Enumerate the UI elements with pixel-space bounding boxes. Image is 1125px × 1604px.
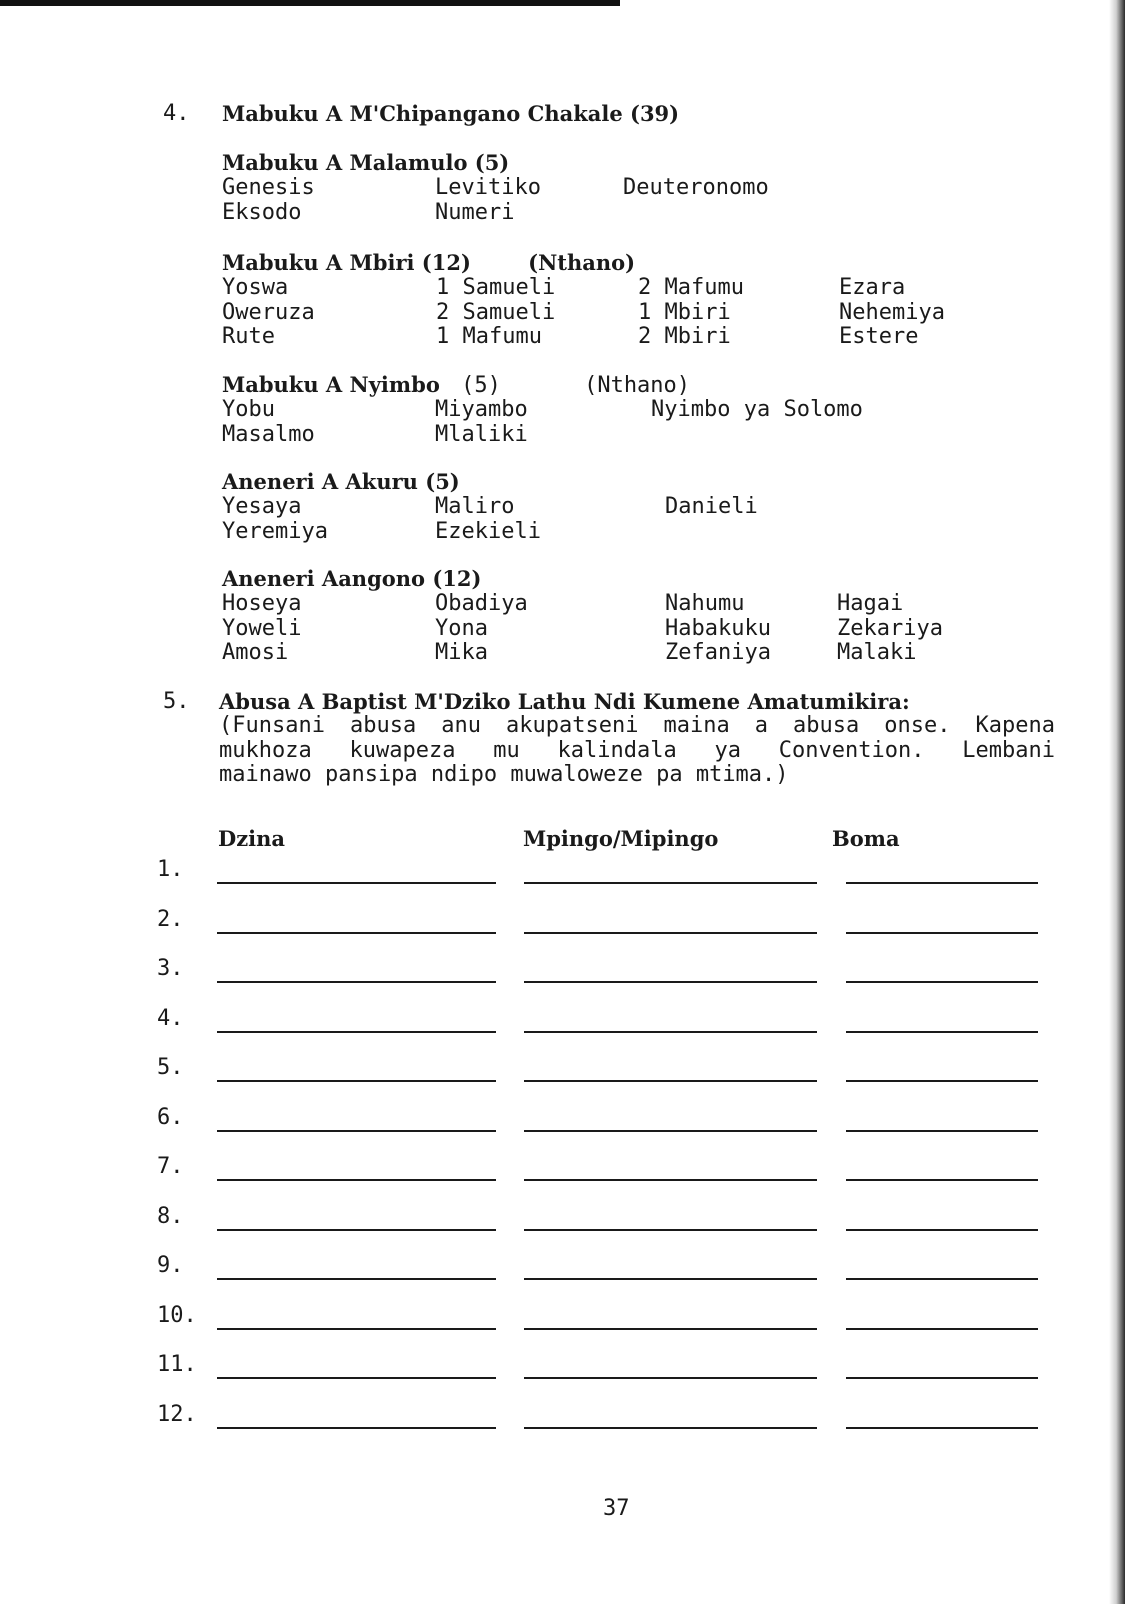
book: Malaki	[837, 640, 917, 665]
book: 1 Mafumu	[436, 324, 542, 349]
column-heading-dzina: Dzina	[218, 826, 285, 851]
page-number: 37	[603, 1496, 630, 1521]
group-aangono-heading: Aneneri Aangono (12)	[222, 566, 482, 591]
mpingo-blank-line[interactable]	[524, 932, 817, 934]
mpingo-blank-line[interactable]	[524, 1130, 817, 1132]
mpingo-blank-line[interactable]	[524, 1377, 817, 1379]
boma-blank-line[interactable]	[846, 882, 1038, 884]
book: Numeri	[435, 199, 515, 225]
mpingo-blank-line[interactable]	[524, 1427, 817, 1429]
dzina-blank-line[interactable]	[217, 1080, 496, 1082]
section-5-title: Abusa A Baptist M'Dziko Lathu Ndi Kumene Amatumikira:	[219, 689, 910, 714]
book: 2 Mbiri	[638, 324, 731, 349]
paragraph-line: mainawo pansipa ndipo muwaloweze pa mtima.)	[219, 762, 789, 787]
row-number: 11.	[157, 1352, 197, 1377]
group-mbiri-note: (Nthano)	[528, 250, 636, 275]
row-number: 3.	[157, 956, 184, 981]
group-aangono-list	[222, 592, 977, 666]
book: Rute	[222, 324, 275, 349]
book: Eksodo	[222, 199, 302, 225]
book: Yobu	[222, 397, 275, 422]
book: Nahumu	[665, 591, 745, 616]
group-akuru-heading: Aneneri A Akuru (5)	[222, 469, 460, 494]
book: Ezara	[839, 275, 906, 300]
group-nyimbo-count: (5)	[461, 373, 501, 398]
book: Maliro	[435, 494, 515, 519]
group-mbiri-heading: Mabuku A Mbiri (12)	[222, 250, 471, 275]
book	[651, 423, 911, 448]
row-number: 5.	[157, 1055, 184, 1080]
row-number: 1.	[157, 857, 184, 882]
book: Yoswa	[222, 275, 289, 300]
dzina-blank-line[interactable]	[217, 882, 496, 884]
book: Danieli	[665, 494, 758, 519]
mpingo-blank-line[interactable]	[524, 1229, 817, 1231]
scan-top-border	[0, 0, 620, 6]
book: Yoweli	[222, 615, 302, 641]
dzina-blank-line[interactable]	[217, 1179, 496, 1181]
dzina-blank-line[interactable]	[217, 1427, 496, 1429]
row-number: 9.	[157, 1253, 184, 1278]
section-5-paragraph	[219, 714, 1055, 788]
paragraph-line: (Funsani abusa anu akupatseni maina a abusa onse. Kapena	[219, 713, 1055, 738]
dzina-blank-line[interactable]	[217, 1130, 496, 1132]
book: Mlaliki	[435, 421, 528, 447]
book: Miyambo	[435, 397, 528, 422]
row-number: 4.	[157, 1005, 184, 1031]
book: Zekariya	[837, 615, 943, 641]
row-number: 8.	[157, 1203, 184, 1229]
paragraph-line: mukhoza kuwapeza mu kalindala ya Convention. Lembani	[219, 737, 1055, 763]
book: Mika	[435, 640, 488, 665]
book: Obadiya	[435, 591, 528, 616]
book: Nehemiya	[839, 299, 945, 325]
boma-blank-line[interactable]	[846, 1031, 1038, 1033]
book: Hoseya	[222, 591, 302, 616]
group-nyimbo-list	[222, 398, 911, 447]
row-number: 12.	[157, 1401, 197, 1427]
mpingo-blank-line[interactable]	[524, 1278, 817, 1280]
dzina-blank-line[interactable]	[217, 1377, 496, 1379]
boma-blank-line[interactable]	[846, 981, 1038, 983]
group-akuru-list	[222, 495, 925, 544]
row-number: 6.	[157, 1104, 184, 1130]
book: Genesis	[222, 175, 315, 200]
book: Habakuku	[665, 615, 771, 641]
boma-blank-line[interactable]	[846, 1179, 1038, 1181]
book: 1 Mbiri	[638, 299, 731, 325]
book: Nyimbo ya Solomo	[651, 397, 863, 422]
dzina-blank-line[interactable]	[217, 981, 496, 983]
section-4-title: Mabuku A M'Chipangano Chakale (39)	[222, 101, 680, 126]
book: Oweruza	[222, 299, 315, 325]
dzina-blank-line[interactable]	[217, 1278, 496, 1280]
book: Yeremiya	[222, 518, 328, 544]
row-number: 7.	[157, 1154, 184, 1179]
boma-blank-line[interactable]	[846, 1328, 1038, 1330]
scan-right-edge	[1109, 0, 1125, 1604]
boma-blank-line[interactable]	[846, 932, 1038, 934]
boma-blank-line[interactable]	[846, 1080, 1038, 1082]
book: Ezekieli	[435, 518, 541, 544]
group-mbiri-list	[222, 276, 979, 350]
dzina-blank-line[interactable]	[217, 1031, 496, 1033]
book: Deuteronomo	[623, 175, 769, 200]
book: Yesaya	[222, 494, 302, 519]
group-nyimbo-heading: Mabuku A Nyimbo	[222, 372, 440, 397]
column-heading-mpingo: Mpingo/Mipingo	[523, 826, 719, 851]
book: 2 Samueli	[436, 299, 556, 325]
group-mbiri-heading-row	[222, 251, 635, 277]
group-malamulo-heading: Mabuku A Malamulo (5)	[222, 150, 510, 175]
dzina-blank-line[interactable]	[217, 932, 496, 934]
mpingo-blank-line[interactable]	[524, 1080, 817, 1082]
group-nyimbo-heading-row	[222, 373, 690, 399]
group-malamulo-list	[222, 176, 883, 225]
boma-blank-line[interactable]	[846, 1377, 1038, 1379]
row-number: 10.	[157, 1302, 197, 1328]
column-heading-boma: Boma	[832, 826, 900, 851]
mpingo-blank-line[interactable]	[524, 1328, 817, 1330]
book: Amosi	[222, 640, 289, 665]
book: 2 Mafumu	[638, 275, 744, 300]
book: Estere	[839, 324, 919, 349]
book: 1 Samueli	[436, 275, 556, 300]
boma-blank-line[interactable]	[846, 1229, 1038, 1231]
boma-blank-line[interactable]	[846, 1427, 1038, 1429]
mpingo-blank-line[interactable]	[524, 1031, 817, 1033]
dzina-blank-line[interactable]	[217, 1328, 496, 1330]
row-number: 2.	[157, 906, 184, 932]
book: Hagai	[837, 591, 904, 616]
book: Masalmo	[222, 421, 315, 447]
mpingo-blank-line[interactable]	[524, 882, 817, 884]
section-4-number: 4.	[163, 101, 190, 126]
section-5-number: 5.	[163, 689, 190, 714]
boma-blank-line[interactable]	[846, 1278, 1038, 1280]
book: Yona	[435, 615, 488, 641]
dzina-blank-line[interactable]	[217, 1229, 496, 1231]
mpingo-blank-line[interactable]	[524, 981, 817, 983]
book	[665, 520, 925, 545]
book: Zefaniya	[665, 640, 771, 665]
boma-blank-line[interactable]	[846, 1130, 1038, 1132]
group-nyimbo-note: (Nthano)	[584, 373, 691, 398]
book: Levitiko	[435, 175, 541, 200]
book	[623, 201, 883, 226]
mpingo-blank-line[interactable]	[524, 1179, 817, 1181]
